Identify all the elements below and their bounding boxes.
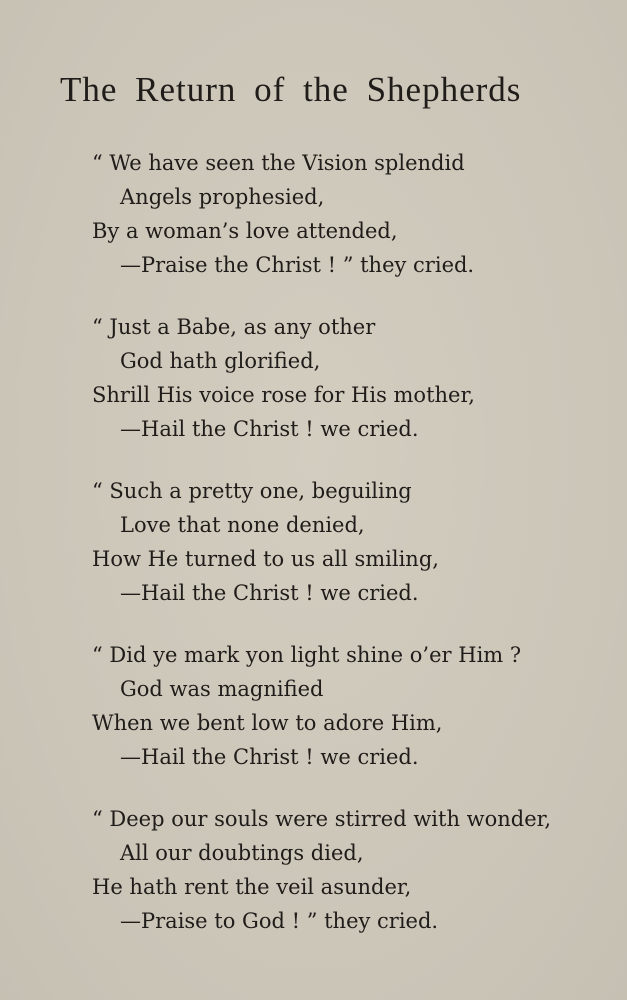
stanza-line: Love that none denied, — [120, 513, 365, 537]
stanza-line: “ Did ye mark yon light shine o’er Him ? — [92, 643, 522, 667]
stanza-line: God hath glorified, — [120, 349, 321, 373]
stanza-line: —Praise to God ! ” they cried. — [120, 909, 439, 933]
stanza-line: —Hail the Christ ! we cried. — [120, 581, 419, 605]
stanza-line: —Hail the Christ ! we cried. — [120, 417, 419, 441]
stanza-line: “ Just a Babe, as any other — [92, 315, 376, 339]
poem-title: The Return of the Shepherds — [60, 70, 522, 109]
stanza-5 — [92, 802, 592, 938]
stanza-line: “ Such a pretty one, beguiling — [92, 479, 412, 503]
stanza-line: “ Deep our souls were stirred with wonder, — [92, 807, 552, 831]
stanza-line: “ We have seen the Vision splendid — [92, 151, 465, 175]
stanza-line: All our doubtings died, — [120, 841, 364, 865]
stanza-line: —Praise the Christ ! ” they cried. — [120, 253, 475, 277]
stanza-line: By a woman’s love attended, — [92, 219, 398, 243]
stanza-line: —Hail the Christ ! we cried. — [120, 745, 419, 769]
stanza-line: God was magnified — [120, 677, 324, 701]
stanza-line: When we bent low to adore Him, — [92, 711, 443, 735]
stanza-2 — [92, 310, 592, 446]
poem-body — [92, 146, 592, 966]
stanza-line: How He turned to us all smiling, — [92, 547, 439, 571]
stanza-line: He hath rent the veil asunder, — [92, 875, 412, 899]
stanza-line: Shrill His voice rose for His mother, — [92, 383, 475, 407]
stanza-line: Angels prophesied, — [120, 185, 325, 209]
stanza-1 — [92, 146, 592, 282]
stanza-4 — [92, 638, 592, 774]
stanza-3 — [92, 474, 592, 610]
